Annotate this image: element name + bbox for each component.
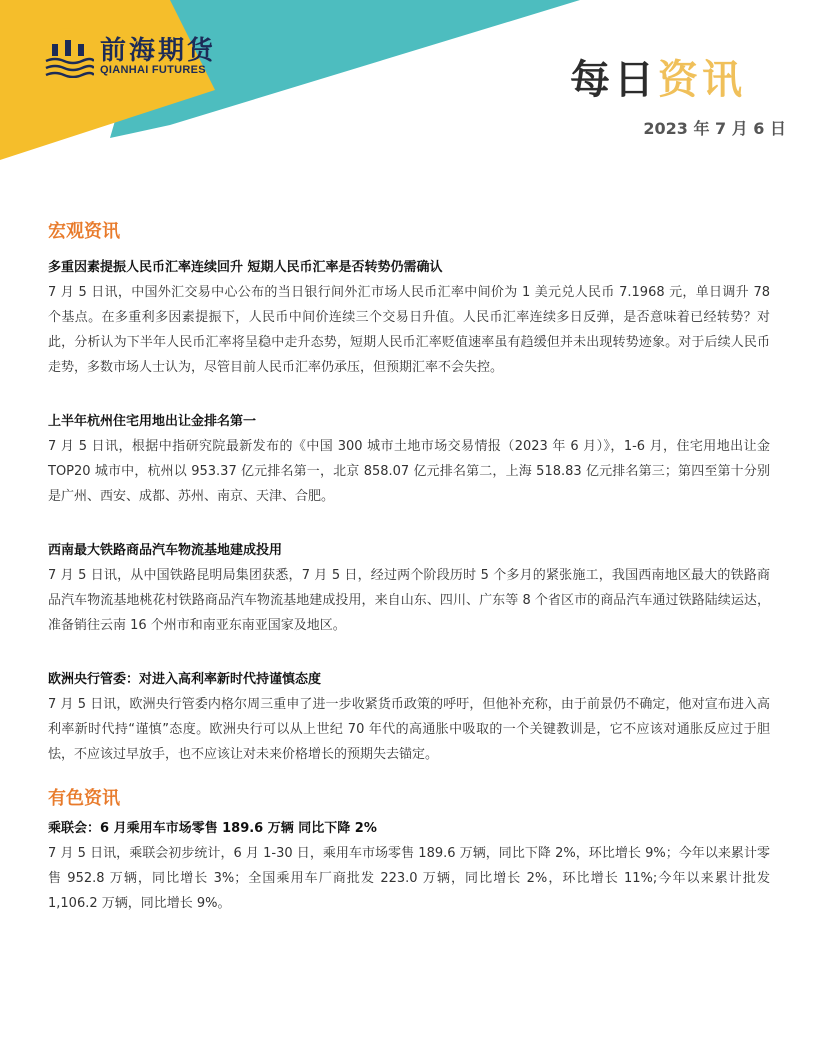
article-title: 乘联会：6 月乘用车市场零售 189.6 万辆 同比下降 2% bbox=[48, 821, 377, 836]
article bbox=[48, 256, 770, 380]
company-logo bbox=[42, 26, 242, 82]
page-title-part2: 资讯 bbox=[658, 57, 746, 103]
section-heading: 有色资讯 bbox=[48, 788, 120, 809]
article bbox=[48, 817, 770, 916]
article-title: 上半年杭州住宅用地出让金排名第一 bbox=[48, 414, 257, 429]
article-title: 西南最大铁路商品汽车物流基地建成投用 bbox=[48, 543, 283, 558]
page-title bbox=[570, 48, 746, 105]
page-title-part1: 每日 bbox=[570, 57, 658, 103]
article-body: 7 月 5 日讯，中国外汇交易中心公布的当日银行间外汇市场人民币汇率中间价为 1 美元兑人民币 7.1968 元，单日调升 78 个基点。在多重利多因素提振下，人民币中间价连续三个交易日升值。人民币汇率连续多日反弹，是否意味着已经转势？对此，分析认为下半年人民币汇率将呈稳中走升态势，短期人民币汇率贬值速率虽有趋缓但并未出现转势迹象。对于后续人民币走势，多数市场人士认为，尽管目前人民币汇率仍承压，但预期汇率不会失控。 bbox=[48, 285, 770, 375]
report-date: 2023 年 7 月 6 日 bbox=[643, 119, 786, 138]
article-body: 7 月 5 日讯，欧洲央行管委内格尔周三重申了进一步收紧货币政策的呼吁，但他补充称，由于前景仍不确定，他对宣布进入高利率新时代持“谨慎”态度。欧洲央行可以从上世纪 70 年代的高通胀中吸取的一个关键教训是，它不应该对通胀反应过于胆怯，不应该过早放手，也不应该让对未来价格增长的预期失去锚定。 bbox=[48, 697, 770, 762]
article bbox=[48, 410, 770, 509]
section-nonferrous bbox=[48, 785, 770, 916]
article-body: 7 月 5 日讯，乘联会初步统计，6 月 1-30 日，乘用车市场零售 189.6 万辆，同比下降 2%，环比增长 9%；今年以来累计零售 952.8 万辆，同比增长 3%；全国乘用车厂商批发 223.0 万辆，同比增长 2%，环比增长 11%;今年以来累计批发 1,106.2 万辆，同比增长 9%。 bbox=[48, 846, 770, 911]
article-body: 7 月 5 日讯，从中国铁路昆明局集团获悉，7 月 5 日，经过两个阶段历时 5 个多月的紧张施工，我国西南地区最大的铁路商品汽车物流基地桃花村铁路商品汽车物流基地建成投用，来自山东、四川、广东等 8 个省区市的商品汽车通过铁路陆续运达，准备销往云南 16 个州市和南亚东南亚国家及地区。 bbox=[48, 568, 770, 633]
logo-mark-icon bbox=[42, 28, 94, 78]
article-title: 欧洲央行管委：对进入高利率新时代持谨慎态度 bbox=[48, 672, 322, 687]
report-content bbox=[48, 218, 770, 946]
article-title: 多重因素提振人民币汇率连续回升 短期人民币汇率是否转势仍需确认 bbox=[48, 260, 443, 275]
logo-name-en: QIANHAI FUTURES bbox=[100, 64, 206, 76]
article bbox=[48, 539, 770, 638]
section-heading: 宏观资讯 bbox=[48, 221, 120, 242]
logo-name-cn: 前海期货 bbox=[100, 36, 217, 66]
article-body: 7 月 5 日讯，根据中指研究院最新发布的《中国 300 城市土地市场交易情报（2023 年 6 月）》，1-6 月，住宅用地出让金 TOP20 城市中，杭州以 953.37 亿元排名第一，北京 858.07 亿元排名第二，上海 518.83 亿元排名第三；第四至第十分别是广州、西安、成都、苏州、南京、天津、合肥。 bbox=[48, 439, 770, 504]
section-macro bbox=[48, 218, 770, 767]
article bbox=[48, 668, 770, 767]
